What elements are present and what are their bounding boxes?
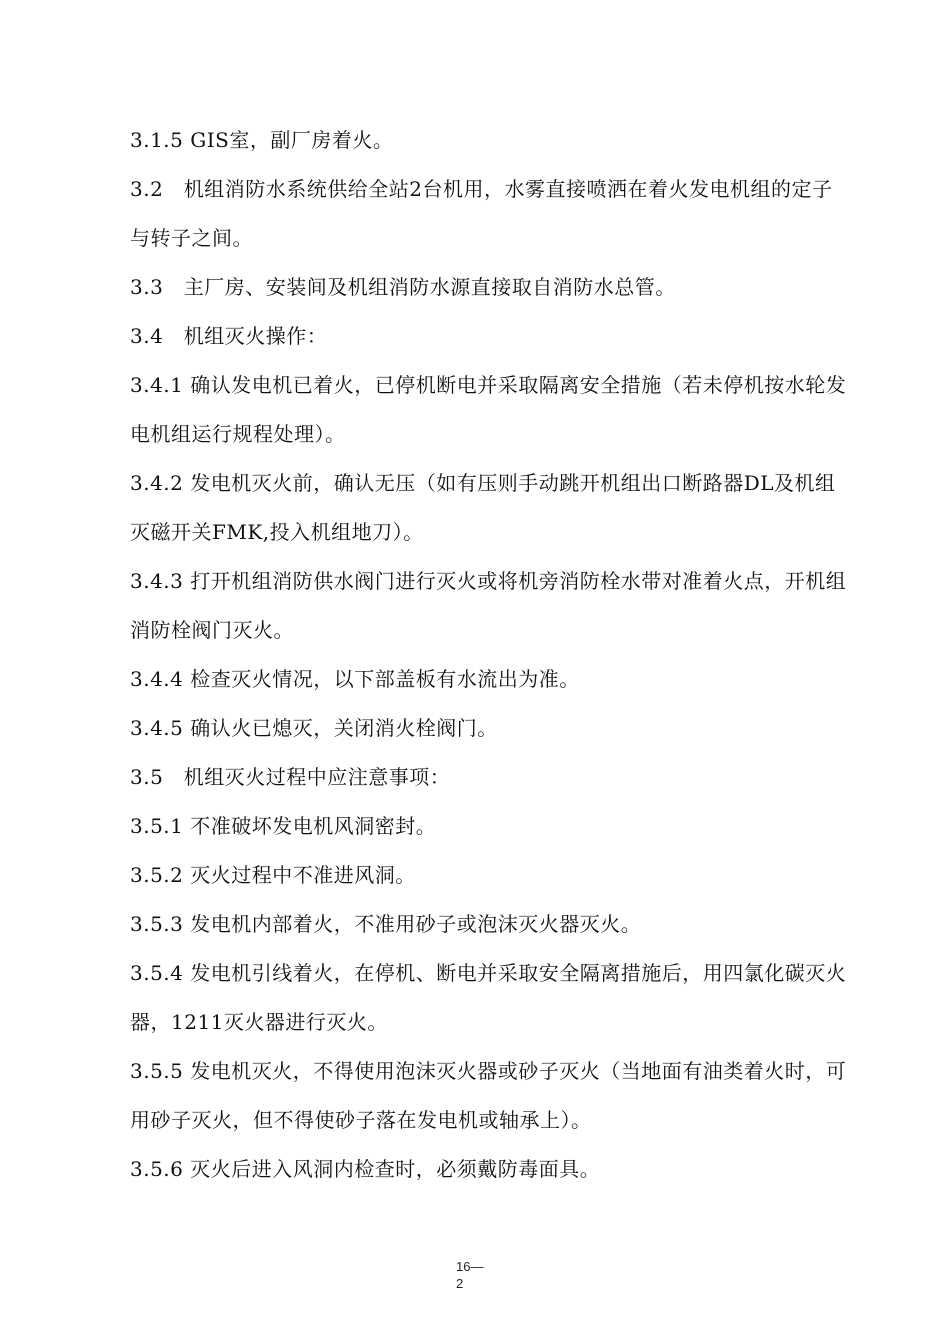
paragraph-3-5-2: 3.5.2 灭火过程中不准进风洞。 [130,863,416,887]
paragraph-3-2: 3.2 机组消防水系统供给全站2台机用，水雾直接喷洒在着火发电机组的定子与转子之间。 [130,177,833,250]
paragraph-3-5-5: 3.5.5 发电机灭火，不得使用泡沫灭火器或砂子灭火（当地面有油类着火时，可用砂子灭火，但不得使砂子落在发电机或轴承上）。 [130,1059,847,1132]
paragraph-3-4-3: 3.4.3 打开机组消防供水阀门进行灭火或将机旁消防栓水带对准着火点，开机组消防栓阀门灭火。 [130,569,847,642]
paragraph-3-3: 3.3 主厂房、安装间及机组消防水源直接取自消防水总管。 [130,275,676,299]
paragraph-3-4: 3.4 机组灭火操作： [130,324,328,348]
paragraph-3-5-3: 3.5.3 发电机内部着火，不准用砂子或泡沫灭火器灭火。 [130,912,642,936]
paragraph-3-4-5: 3.4.5 确认火已熄灭，关闭消火栓阀门。 [130,716,498,740]
paragraph-3-5-6: 3.5.6 灭火后进入风洞内检查时，必须戴防毒面具。 [130,1157,601,1181]
paragraph-3-5-1: 3.5.1 不准破坏发电机风洞密封。 [130,814,437,838]
document-body [130,116,850,1194]
paragraph-3-5: 3.5 机组灭火过程中应注意事项： [130,765,451,789]
page-number-line-1: 16— [456,1259,484,1274]
page-number-line-2: 2 [456,1276,464,1291]
paragraph-3-5-4: 3.5.4 发电机引线着火，在停机、断电并采取安全隔离措施后，用四氯化碳灭火器，1211灭火器进行灭火。 [130,961,847,1034]
paragraph-3-4-1: 3.4.1 确认发电机已着火，已停机断电并采取隔离安全措施（若未停机按水轮发电机组运行规程处理）。 [130,373,847,446]
paragraph-3-4-2: 3.4.2 发电机灭火前，确认无压（如有压则手动跳开机组出口断路器DL及机组灭磁开关FMK,投入机组地刀）。 [130,471,836,544]
page-number [456,1258,496,1292]
paragraph-3-1-5: 3.1.5 GIS室，副厂房着火。 [130,128,394,152]
paragraph-3-4-4: 3.4.4 检查灭火情况，以下部盖板有水流出为准。 [130,667,580,691]
